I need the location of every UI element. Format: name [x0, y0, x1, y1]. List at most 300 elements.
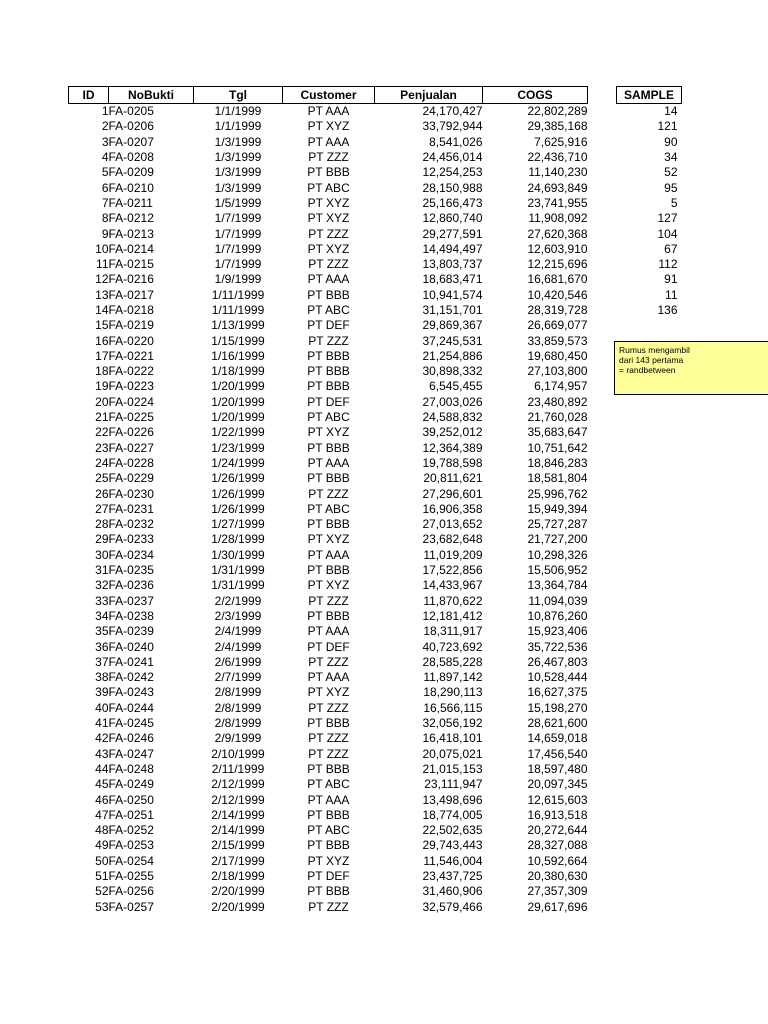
- cell-id[interactable]: 5: [101, 165, 109, 180]
- cell-id[interactable]: 44: [95, 761, 109, 776]
- cell-nobukti[interactable]: FA-0208: [108, 150, 154, 165]
- cell-cogs[interactable]: 28,319,728: [527, 303, 588, 317]
- cell-cogs[interactable]: 18,597,480: [527, 761, 588, 776]
- header-customer[interactable]: Customer: [283, 87, 375, 104]
- cell-nobukti[interactable]: FA-0254: [108, 853, 154, 868]
- cell-nobukti[interactable]: FA-0215: [108, 257, 154, 272]
- cell-sample[interactable]: 95: [664, 180, 678, 195]
- cell-customer[interactable]: PT AAA: [307, 547, 350, 562]
- cell-nobukti[interactable]: FA-0207: [108, 134, 154, 149]
- cell-customer[interactable]: PT AAA: [307, 792, 350, 807]
- cell-cogs[interactable]: 12,603,910: [527, 241, 588, 256]
- cell-tgl[interactable]: 2/3/1999: [214, 608, 262, 623]
- cell-penjualan[interactable]: 17,522,856: [422, 563, 483, 578]
- cell-customer[interactable]: PT DEF: [307, 394, 350, 409]
- cell-customer[interactable]: PT XYZ: [307, 119, 350, 134]
- header-id[interactable]: ID: [69, 87, 109, 104]
- cell-cogs[interactable]: 10,528,444: [527, 670, 588, 685]
- cell-customer[interactable]: PT ABC: [307, 410, 350, 425]
- cell-cogs[interactable]: 21,760,028: [527, 410, 588, 425]
- cell-tgl[interactable]: 1/28/1999: [211, 532, 265, 547]
- cell-penjualan[interactable]: 23,111,947: [424, 777, 483, 792]
- cell-penjualan[interactable]: 20,811,621: [423, 471, 483, 486]
- cell-penjualan[interactable]: 23,682,648: [422, 532, 483, 547]
- cell-customer[interactable]: PT AAA: [307, 272, 350, 287]
- cell-nobukti[interactable]: FA-0257: [108, 899, 154, 914]
- cell-customer[interactable]: PT ZZZ: [308, 654, 349, 669]
- cell-penjualan[interactable]: 10,941,574: [422, 287, 483, 302]
- cell-nobukti[interactable]: FA-0256: [108, 884, 154, 899]
- cell-penjualan[interactable]: 11,546,004: [423, 853, 483, 868]
- cell-tgl[interactable]: 2/20/1999: [211, 899, 265, 914]
- cell-tgl[interactable]: 1/23/1999: [211, 440, 265, 455]
- cell-nobukti[interactable]: FA-0222: [108, 364, 154, 379]
- cell-tgl[interactable]: 2/4/1999: [214, 624, 262, 639]
- cell-cogs[interactable]: 11,094,039: [528, 593, 588, 608]
- cell-cogs[interactable]: 25,996,762: [527, 486, 588, 501]
- cell-tgl[interactable]: 1/7/1999: [214, 257, 262, 272]
- cell-nobukti[interactable]: FA-0242: [108, 670, 154, 685]
- cell-customer[interactable]: PT XYZ: [307, 241, 350, 256]
- cell-id[interactable]: 26: [95, 486, 109, 501]
- cell-id[interactable]: 36: [95, 639, 109, 654]
- cell-id[interactable]: 14: [95, 303, 109, 317]
- cell-customer[interactable]: PT BBB: [307, 517, 350, 532]
- cell-cogs[interactable]: 35,722,536: [527, 639, 588, 654]
- cell-penjualan[interactable]: 12,254,253: [422, 165, 483, 180]
- cell-nobukti[interactable]: FA-0250: [108, 792, 154, 807]
- cell-tgl[interactable]: 2/12/1999: [211, 792, 265, 807]
- cell-penjualan[interactable]: 28,150,988: [422, 180, 483, 195]
- cell-cogs[interactable]: 35,683,647: [527, 425, 588, 440]
- cell-customer[interactable]: PT ABC: [307, 823, 350, 838]
- cell-customer[interactable]: PT BBB: [307, 563, 350, 578]
- cell-tgl[interactable]: 1/20/1999: [211, 410, 265, 425]
- cell-cogs[interactable]: 11,908,092: [528, 211, 588, 226]
- cell-nobukti[interactable]: FA-0226: [108, 425, 154, 440]
- cell-nobukti[interactable]: FA-0213: [108, 226, 154, 241]
- cell-nobukti[interactable]: FA-0238: [108, 608, 154, 623]
- cell-tgl[interactable]: 2/14/1999: [211, 807, 265, 822]
- cell-id[interactable]: 7: [101, 195, 109, 210]
- cell-cogs[interactable]: 23,480,892: [527, 394, 588, 409]
- cell-nobukti[interactable]: FA-0252: [108, 823, 154, 838]
- cell-id[interactable]: 33: [95, 593, 109, 608]
- cell-customer[interactable]: PT ZZZ: [308, 333, 349, 348]
- cell-nobukti[interactable]: FA-0228: [108, 455, 154, 470]
- cell-tgl[interactable]: 1/7/1999: [214, 226, 262, 241]
- cell-cogs[interactable]: 15,506,952: [527, 563, 588, 578]
- cell-nobukti[interactable]: FA-0225: [108, 410, 154, 425]
- cell-sample[interactable]: 112: [658, 257, 678, 272]
- cell-id[interactable]: 46: [95, 792, 109, 807]
- cell-penjualan[interactable]: 13,803,737: [422, 257, 483, 272]
- cell-nobukti[interactable]: FA-0216: [108, 272, 154, 287]
- cell-customer[interactable]: PT XYZ: [307, 853, 350, 868]
- cell-tgl[interactable]: 2/8/1999: [214, 685, 262, 700]
- cell-id[interactable]: 30: [95, 547, 109, 562]
- cell-cogs[interactable]: 26,669,077: [527, 318, 588, 333]
- cell-nobukti[interactable]: FA-0223: [108, 379, 154, 394]
- cell-tgl[interactable]: 1/9/1999: [214, 272, 262, 287]
- cell-cogs[interactable]: 18,581,804: [527, 471, 588, 486]
- cell-sample[interactable]: 52: [664, 165, 678, 180]
- cell-tgl[interactable]: 1/31/1999: [211, 578, 265, 593]
- cell-sample[interactable]: 91: [664, 272, 678, 287]
- cell-penjualan[interactable]: 18,683,471: [422, 272, 483, 287]
- cell-nobukti[interactable]: FA-0229: [108, 471, 154, 486]
- cell-tgl[interactable]: 1/20/1999: [211, 394, 265, 409]
- cell-tgl[interactable]: 1/24/1999: [211, 455, 265, 470]
- cell-cogs[interactable]: 22,802,289: [527, 104, 588, 119]
- cell-id[interactable]: 42: [95, 731, 109, 746]
- cell-customer[interactable]: PT BBB: [307, 716, 350, 731]
- cell-tgl[interactable]: 1/20/1999: [211, 379, 265, 394]
- cell-id[interactable]: 25: [95, 471, 109, 486]
- cell-sample[interactable]: 121: [657, 119, 678, 134]
- cell-id[interactable]: 31: [95, 563, 109, 578]
- cell-cogs[interactable]: 13,364,784: [527, 578, 588, 593]
- cell-penjualan[interactable]: 40,723,692: [422, 639, 483, 654]
- cell-penjualan[interactable]: 29,743,443: [422, 838, 483, 853]
- cell-tgl[interactable]: 1/11/1999: [211, 303, 265, 317]
- cell-penjualan[interactable]: 29,869,367: [422, 318, 483, 333]
- cell-id[interactable]: 40: [95, 700, 109, 715]
- cell-penjualan[interactable]: 12,181,412: [422, 608, 483, 623]
- cell-cogs[interactable]: 11,140,230: [528, 165, 588, 180]
- cell-cogs[interactable]: 19,680,450: [527, 348, 588, 363]
- cell-customer[interactable]: PT BBB: [307, 761, 350, 776]
- cell-sample[interactable]: 11: [665, 287, 678, 302]
- cell-cogs[interactable]: 12,615,603: [527, 792, 588, 807]
- cell-tgl[interactable]: 2/6/1999: [214, 654, 262, 669]
- cell-customer[interactable]: PT BBB: [307, 364, 350, 379]
- cell-penjualan[interactable]: 21,254,886: [422, 348, 483, 363]
- cell-penjualan[interactable]: 24,170,427: [422, 104, 483, 119]
- cell-id[interactable]: 34: [95, 608, 109, 623]
- cell-penjualan[interactable]: 12,364,389: [422, 440, 483, 455]
- cell-tgl[interactable]: 2/14/1999: [211, 823, 265, 838]
- cell-cogs[interactable]: 16,913,518: [527, 807, 588, 822]
- cell-cogs[interactable]: 6,174,957: [534, 379, 588, 394]
- cell-nobukti[interactable]: FA-0232: [108, 517, 154, 532]
- cell-customer[interactable]: PT BBB: [307, 379, 350, 394]
- cell-tgl[interactable]: 2/18/1999: [211, 868, 265, 883]
- cell-penjualan[interactable]: 24,588,832: [422, 410, 483, 425]
- cell-sample[interactable]: 14: [664, 104, 678, 119]
- cell-customer[interactable]: PT AAA: [307, 455, 350, 470]
- cell-penjualan[interactable]: 22,502,635: [422, 823, 483, 838]
- cell-nobukti[interactable]: FA-0251: [108, 807, 154, 822]
- cell-customer[interactable]: PT BBB: [307, 165, 350, 180]
- header-tgl[interactable]: Tgl: [194, 87, 283, 104]
- cell-penjualan[interactable]: 32,056,192: [422, 716, 483, 731]
- cell-cogs[interactable]: 29,617,696: [527, 899, 588, 914]
- cell-sample[interactable]: 104: [657, 226, 678, 241]
- cell-id[interactable]: 21: [95, 410, 109, 425]
- cell-nobukti[interactable]: FA-0248: [108, 761, 154, 776]
- cell-cogs[interactable]: 24,693,849: [527, 180, 588, 195]
- cell-tgl[interactable]: 1/27/1999: [211, 517, 265, 532]
- cell-customer[interactable]: PT ABC: [307, 180, 350, 195]
- cell-customer[interactable]: PT DEF: [307, 318, 350, 333]
- cell-id[interactable]: 17: [95, 348, 109, 363]
- cell-customer[interactable]: PT BBB: [307, 838, 350, 853]
- cell-id[interactable]: 53: [95, 899, 109, 914]
- cell-nobukti[interactable]: FA-0217: [108, 287, 154, 302]
- cell-id[interactable]: 20: [95, 394, 109, 409]
- cell-id[interactable]: 29: [95, 532, 109, 547]
- cell-nobukti[interactable]: FA-0230: [108, 486, 154, 501]
- cell-penjualan[interactable]: 19,788,598: [422, 455, 483, 470]
- cell-nobukti[interactable]: FA-0246: [108, 731, 154, 746]
- cell-customer[interactable]: PT ZZZ: [308, 226, 349, 241]
- cell-cogs[interactable]: 15,949,394: [527, 501, 588, 516]
- cell-id[interactable]: 47: [95, 807, 109, 822]
- cell-tgl[interactable]: 1/15/1999: [211, 333, 265, 348]
- cell-cogs[interactable]: 15,923,406: [527, 624, 588, 639]
- cell-id[interactable]: 49: [95, 838, 109, 853]
- cell-penjualan[interactable]: 39,252,012: [422, 425, 483, 440]
- cell-penjualan[interactable]: 30,898,332: [422, 364, 483, 379]
- cell-cogs[interactable]: 15,198,270: [527, 700, 588, 715]
- cell-penjualan[interactable]: 32,579,466: [422, 899, 483, 914]
- cell-nobukti[interactable]: FA-0210: [108, 180, 154, 195]
- cell-cogs[interactable]: 16,627,375: [527, 685, 588, 700]
- cell-customer[interactable]: PT BBB: [307, 440, 350, 455]
- cell-nobukti[interactable]: FA-0243: [108, 685, 154, 700]
- cell-customer[interactable]: PT ABC: [307, 777, 350, 792]
- cell-cogs[interactable]: 20,097,345: [527, 777, 588, 792]
- cell-id[interactable]: 50: [95, 853, 109, 868]
- cell-nobukti[interactable]: FA-0221: [108, 348, 154, 363]
- cell-penjualan[interactable]: 20,075,021: [422, 746, 483, 761]
- cell-customer[interactable]: PT BBB: [307, 608, 350, 623]
- cell-penjualan[interactable]: 16,906,358: [422, 501, 483, 516]
- cell-tgl[interactable]: 2/4/1999: [214, 639, 262, 654]
- cell-id[interactable]: 39: [95, 685, 109, 700]
- cell-nobukti[interactable]: FA-0247: [108, 746, 154, 761]
- cell-tgl[interactable]: 1/30/1999: [211, 547, 265, 562]
- cell-penjualan[interactable]: 18,311,917: [423, 624, 483, 639]
- cell-penjualan[interactable]: 27,003,026: [422, 394, 483, 409]
- cell-tgl[interactable]: 2/11/1999: [211, 761, 265, 776]
- cell-tgl[interactable]: 1/1/1999: [214, 104, 262, 119]
- cell-cogs[interactable]: 17,456,540: [527, 746, 588, 761]
- cell-cogs[interactable]: 27,357,309: [527, 884, 588, 899]
- cell-penjualan[interactable]: 16,418,101: [422, 731, 483, 746]
- cell-id[interactable]: 11: [96, 257, 109, 272]
- cell-cogs[interactable]: 28,621,600: [527, 716, 588, 731]
- cell-customer[interactable]: PT ZZZ: [308, 746, 349, 761]
- cell-id[interactable]: 1: [101, 104, 109, 119]
- cell-nobukti[interactable]: FA-0205: [108, 104, 154, 119]
- cell-id[interactable]: 3: [101, 134, 109, 149]
- cell-tgl[interactable]: 1/3/1999: [214, 165, 262, 180]
- cell-id[interactable]: 43: [95, 746, 109, 761]
- cell-penjualan[interactable]: 28,585,228: [422, 654, 483, 669]
- cell-cogs[interactable]: 29,385,168: [527, 119, 588, 134]
- cell-cogs[interactable]: 10,420,546: [527, 287, 588, 302]
- cell-nobukti[interactable]: FA-0224: [108, 394, 154, 409]
- cell-customer[interactable]: PT BBB: [307, 807, 350, 822]
- cell-tgl[interactable]: 1/26/1999: [211, 471, 265, 486]
- cell-tgl[interactable]: 1/7/1999: [214, 211, 262, 226]
- cell-cogs[interactable]: 16,681,670: [527, 272, 588, 287]
- cell-sample[interactable]: 34: [664, 150, 678, 165]
- cell-id[interactable]: 32: [95, 578, 109, 593]
- cell-cogs[interactable]: 25,727,287: [527, 517, 588, 532]
- cell-tgl[interactable]: 1/3/1999: [214, 134, 262, 149]
- cell-customer[interactable]: PT ZZZ: [308, 899, 349, 914]
- cell-id[interactable]: 8: [101, 211, 109, 226]
- cell-nobukti[interactable]: FA-0218: [108, 303, 154, 317]
- cell-nobukti[interactable]: FA-0220: [108, 333, 154, 348]
- header-nobukti[interactable]: NoBukti: [109, 87, 194, 104]
- cell-customer[interactable]: PT BBB: [307, 884, 350, 899]
- cell-customer[interactable]: PT AAA: [307, 134, 350, 149]
- cell-customer[interactable]: PT ZZZ: [308, 700, 349, 715]
- cell-tgl[interactable]: 1/16/1999: [211, 348, 265, 363]
- cell-customer[interactable]: PT BBB: [307, 348, 350, 363]
- cell-customer[interactable]: PT ZZZ: [308, 150, 349, 165]
- cell-customer[interactable]: PT BBB: [307, 471, 350, 486]
- cell-nobukti[interactable]: FA-0233: [108, 532, 154, 547]
- cell-customer[interactable]: PT ZZZ: [308, 593, 349, 608]
- cell-id[interactable]: 41: [95, 716, 109, 731]
- cell-nobukti[interactable]: FA-0253: [108, 838, 154, 853]
- cell-nobukti[interactable]: FA-0234: [108, 547, 154, 562]
- cell-customer[interactable]: PT ZZZ: [308, 257, 349, 272]
- cell-tgl[interactable]: 1/22/1999: [211, 425, 265, 440]
- cell-nobukti[interactable]: FA-0219: [108, 318, 154, 333]
- cell-customer[interactable]: PT ZZZ: [308, 731, 349, 746]
- cell-nobukti[interactable]: FA-0236: [108, 578, 154, 593]
- cell-id[interactable]: 52: [95, 884, 109, 899]
- cell-tgl[interactable]: 2/2/1999: [214, 593, 262, 608]
- cell-nobukti[interactable]: FA-0214: [108, 241, 154, 256]
- cell-penjualan[interactable]: 31,151,701: [422, 303, 483, 317]
- cell-tgl[interactable]: 1/3/1999: [214, 150, 262, 165]
- cell-penjualan[interactable]: 14,494,497: [422, 241, 483, 256]
- cell-id[interactable]: 19: [95, 379, 109, 394]
- cell-cogs[interactable]: 10,751,642: [527, 440, 588, 455]
- cell-nobukti[interactable]: FA-0237: [108, 593, 154, 608]
- cell-id[interactable]: 23: [95, 440, 109, 455]
- cell-id[interactable]: 15: [95, 318, 109, 333]
- cell-sample[interactable]: 127: [657, 211, 678, 226]
- cell-customer[interactable]: PT ABC: [307, 501, 350, 516]
- cell-cogs[interactable]: 12,215,696: [527, 257, 588, 272]
- cell-sample[interactable]: 5: [670, 195, 678, 210]
- cell-customer[interactable]: PT ABC: [307, 303, 350, 317]
- cell-customer[interactable]: PT XYZ: [307, 578, 350, 593]
- cell-tgl[interactable]: 1/11/1999: [211, 287, 265, 302]
- header-penjualan[interactable]: Penjualan: [375, 87, 483, 104]
- cell-tgl[interactable]: 2/10/1999: [211, 746, 265, 761]
- cell-id[interactable]: 37: [95, 654, 109, 669]
- cell-id[interactable]: 4: [101, 150, 109, 165]
- cell-id[interactable]: 51: [95, 868, 109, 883]
- cell-cogs[interactable]: 20,380,630: [527, 868, 588, 883]
- cell-cogs[interactable]: 7,625,916: [534, 134, 588, 149]
- cell-nobukti[interactable]: FA-0244: [108, 700, 154, 715]
- cell-id[interactable]: 45: [95, 777, 109, 792]
- cell-cogs[interactable]: 14,659,018: [527, 731, 588, 746]
- cell-nobukti[interactable]: FA-0206: [108, 119, 154, 134]
- cell-sample[interactable]: 67: [664, 241, 678, 256]
- cell-penjualan[interactable]: 21,015,153: [422, 761, 483, 776]
- cell-penjualan[interactable]: 14,433,967: [422, 578, 483, 593]
- cell-penjualan[interactable]: 18,774,005: [422, 807, 483, 822]
- cell-tgl[interactable]: 1/31/1999: [211, 563, 265, 578]
- cell-nobukti[interactable]: FA-0240: [108, 639, 154, 654]
- cell-penjualan[interactable]: 25,166,473: [422, 195, 483, 210]
- cell-cogs[interactable]: 27,103,800: [527, 364, 588, 379]
- cell-customer[interactable]: PT XYZ: [307, 211, 350, 226]
- header-cogs[interactable]: COGS: [483, 87, 588, 104]
- cell-customer[interactable]: PT XYZ: [307, 685, 350, 700]
- cell-customer[interactable]: PT XYZ: [307, 425, 350, 440]
- cell-tgl[interactable]: 1/13/1999: [211, 318, 265, 333]
- cell-cogs[interactable]: 22,436,710: [527, 150, 588, 165]
- cell-sample[interactable]: 90: [664, 134, 678, 149]
- cell-penjualan[interactable]: 11,897,142: [423, 670, 483, 685]
- cell-penjualan[interactable]: 37,245,531: [422, 333, 483, 348]
- cell-tgl[interactable]: 2/15/1999: [211, 838, 265, 853]
- cell-cogs[interactable]: 18,846,283: [527, 455, 588, 470]
- cell-nobukti[interactable]: FA-0255: [108, 868, 154, 883]
- cell-id[interactable]: 18: [95, 364, 109, 379]
- cell-nobukti[interactable]: FA-0212: [108, 211, 154, 226]
- cell-penjualan[interactable]: 27,296,601: [422, 486, 483, 501]
- cell-id[interactable]: 6: [101, 180, 109, 195]
- cell-customer[interactable]: PT AAA: [307, 670, 350, 685]
- cell-penjualan[interactable]: 6,545,455: [429, 379, 483, 394]
- cell-cogs[interactable]: 28,327,088: [527, 838, 588, 853]
- cell-customer[interactable]: PT DEF: [307, 639, 350, 654]
- cell-cogs[interactable]: 33,859,573: [527, 333, 588, 348]
- cell-id[interactable]: 24: [95, 455, 109, 470]
- cell-customer[interactable]: PT DEF: [307, 868, 350, 883]
- cell-nobukti[interactable]: FA-0231: [108, 501, 154, 516]
- cell-penjualan[interactable]: 16,566,115: [423, 700, 483, 715]
- cell-nobukti[interactable]: FA-0211: [108, 195, 153, 210]
- cell-sample[interactable]: 136: [657, 303, 678, 317]
- cell-id[interactable]: 22: [95, 425, 109, 440]
- cell-cogs[interactable]: 10,592,664: [527, 853, 588, 868]
- cell-penjualan[interactable]: 18,290,113: [423, 685, 483, 700]
- cell-penjualan[interactable]: 12,860,740: [422, 211, 483, 226]
- cell-id[interactable]: 28: [95, 517, 109, 532]
- cell-customer[interactable]: PT XYZ: [307, 532, 350, 547]
- cell-penjualan[interactable]: 31,460,906: [422, 884, 483, 899]
- cell-tgl[interactable]: 1/3/1999: [214, 180, 262, 195]
- cell-tgl[interactable]: 2/20/1999: [211, 884, 265, 899]
- cell-tgl[interactable]: 2/8/1999: [214, 716, 262, 731]
- cell-customer[interactable]: PT ZZZ: [308, 486, 349, 501]
- header-sample[interactable]: SAMPLE: [617, 87, 682, 104]
- cell-id[interactable]: 9: [101, 226, 109, 241]
- cell-nobukti[interactable]: FA-0227: [108, 440, 154, 455]
- cell-customer[interactable]: PT BBB: [307, 287, 350, 302]
- cell-penjualan[interactable]: 13,498,696: [422, 792, 483, 807]
- cell-id[interactable]: 48: [95, 823, 109, 838]
- cell-id[interactable]: 10: [95, 241, 109, 256]
- cell-nobukti[interactable]: FA-0245: [108, 716, 154, 731]
- cell-id[interactable]: 27: [95, 501, 109, 516]
- cell-nobukti[interactable]: FA-0249: [108, 777, 154, 792]
